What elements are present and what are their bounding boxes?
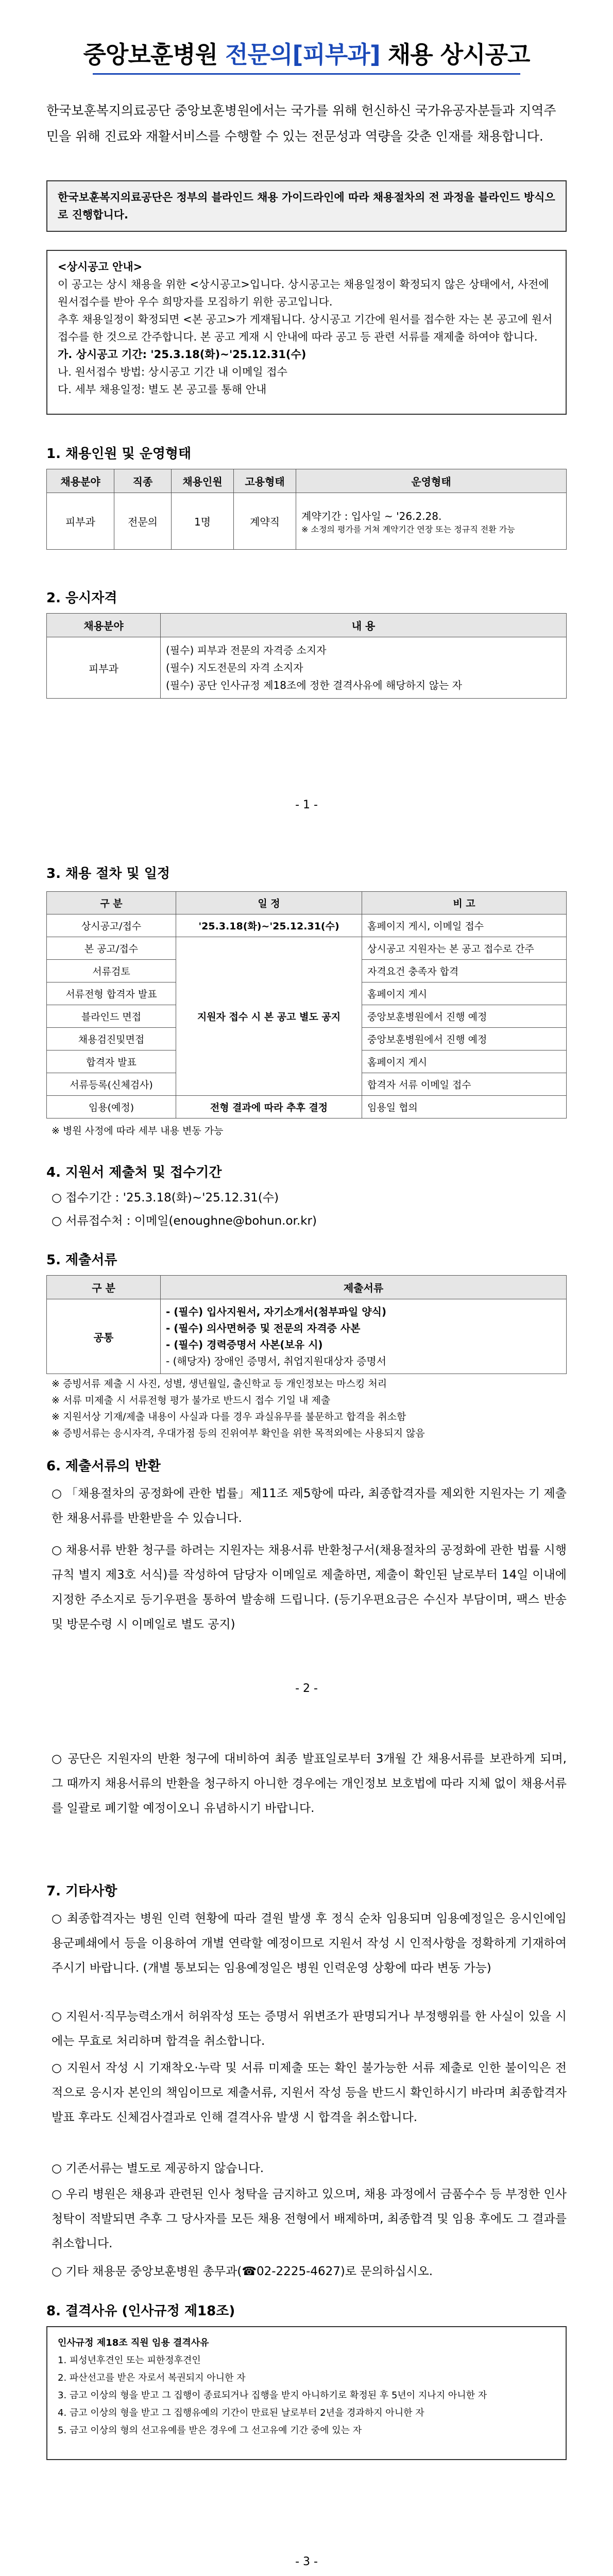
disqualification-box	[46, 2326, 567, 2460]
disqualification-heading: 인사규정 제18조 직원 임용 결격사유	[58, 2337, 209, 2348]
table-cell	[296, 493, 567, 550]
table-header: 운영형태	[296, 469, 567, 493]
table-row	[47, 637, 567, 699]
table-cell: 서류등록(신체검사)	[47, 1073, 176, 1096]
table-cell: 합격자 발표	[47, 1050, 176, 1073]
title-prefix: 중앙보훈병원	[83, 41, 226, 69]
misc-paragraph-2: ○ 지원서·직무능력소개서 허위작성 또는 증명서 위변조가 판명되거나 부정행위를 한 사실이 있을 시에는 무효로 처리하며 합격을 취소합니다.	[52, 2010, 567, 2048]
section-2-title: 2. 응시자격	[46, 590, 117, 606]
disqualification-item: 1. 피성년후견인 또는 피한정후견인	[58, 2355, 201, 2366]
documents-note: ※ 증빙서류는 응시자격, 우대가점 등의 진위여부 확인을 위한 목적외에는 사용되지 않음	[52, 1428, 425, 1439]
application-period: ○ 접수기간 : '25.3.18(화)~'25.12.31(수)	[52, 1191, 279, 1205]
table-cell: 피부과	[47, 493, 114, 550]
notice-heading: <상시공고 안내>	[58, 261, 143, 273]
table-cell: 서류검토	[47, 960, 176, 982]
document-item: - (필수) 의사면허증 및 전문의 자격증 사본	[166, 1322, 361, 1334]
document-item: - (필수) 입사지원서, 자기소개서(첨부파일 양식)	[166, 1306, 387, 1318]
table-header: 채용분야	[47, 614, 161, 637]
table-header: 채용인원	[172, 469, 234, 493]
qualification-item: (필수) 피부과 전문의 자격증 소지자	[166, 644, 327, 656]
table-header: 구 분	[47, 892, 176, 914]
table-cell: 피부과	[47, 637, 161, 699]
return-paragraph-2: ○ 채용서류 반환 청구를 하려는 지원자는 채용서류 반환청구서(채용절차의 공정화에 관한 법률 시행규칙 별지 제3호 서식)를 작성하여 담당자 이메일로 제출하면, 제출이 확인된 날로부터 14일 이내에 지정한 주소지로 등기우편을 통하여 발송해 드립니다. (등기우편요금은 수신자 부담이며, 팩스 반송 및 방문수령 시 이메일로 별도 공지)	[52, 1544, 567, 1631]
table-header: 비 고	[362, 892, 567, 914]
table-cell: 임용(예정)	[47, 1096, 176, 1118]
table-header: 내 용	[161, 614, 567, 637]
misc-paragraph-4: ○ 기존서류는 별도로 제공하지 않습니다.	[52, 2162, 264, 2175]
blind-hiring-box	[46, 180, 567, 232]
notice-line: 나. 원서접수 방법: 상시공고 기간 내 이메일 접수	[58, 366, 287, 378]
disqualification-item: 2. 파산선고를 받은 자로서 복권되지 아니한 자	[58, 2372, 246, 2383]
section-1-title: 1. 채용인원 및 운영형태	[46, 446, 192, 462]
document-item: - (해당자) 장애인 증명서, 취업지원대상자 증명서	[166, 1355, 387, 1367]
misc-paragraph-5: ○ 우리 병원은 채용과 관련된 인사 청탁을 금지하고 있으며, 채용 과정에서 금품수수 등 부정한 인사 청탁이 적발되면 추후 그 당사자를 모든 채용 전형에서 배제하며, 최종합격 및 임용 후에도 그 결과를 취소합니다.	[52, 2188, 567, 2250]
contract-note: ※ 소정의 평가를 거쳐 계약기간 연장 또는 정규직 전환 가능	[301, 524, 515, 534]
table-cell	[161, 1299, 567, 1374]
title-underline	[93, 73, 520, 75]
table-row	[47, 1096, 567, 1118]
table-header-row	[47, 469, 567, 493]
table-cell: 전문의	[114, 493, 172, 550]
schedule-note: ※ 병원 사정에 따라 세부 내용 변동 가능	[52, 1125, 224, 1137]
page-1	[0, 0, 613, 824]
table-header-row	[47, 614, 567, 637]
disqualification-item: 3. 금고 이상의 형을 받고 그 집행이 종료되거나 집행을 받지 아니하기로 확정된 후 5년이 지나지 아니한 자	[58, 2390, 487, 2401]
documents-table	[46, 1275, 567, 1374]
documents-note: ※ 서류 미제출 시 서류전형 평가 불가로 반드시 접수 기일 내 제출	[52, 1395, 331, 1406]
qualification-item: (필수) 공단 인사규정 제18조에 정한 결격사유에 해당하지 않는 자	[166, 679, 462, 691]
documents-note: ※ 증빙서류 제출 시 사진, 성별, 생년월일, 출신학교 등 개인정보는 마스킹 처리	[52, 1378, 387, 1389]
table-row	[47, 914, 567, 937]
notice-line: 이 공고는 상시 채용을 위한 <상시공고>입니다. 상시공고는 채용일정이 확정되지 않은 상태에서, 사전에 원서접수를 받아 우수 희망자를 모집하기 위한 공고입니다.	[58, 278, 549, 308]
title-highlight: 전문의[피부과]	[225, 41, 380, 69]
table-cell: 계약직	[234, 493, 296, 550]
table-cell: 채용검진및면접	[47, 1028, 176, 1050]
table-cell: '25.3.18(화)~'25.12.31(수)	[176, 914, 362, 937]
notice-line: 다. 세부 채용일정: 별도 본 공고를 통해 안내	[58, 383, 267, 396]
table-cell: 상시공고 지원자는 본 공고 접수로 간주	[362, 937, 567, 960]
page-2	[0, 832, 613, 1708]
table-row	[47, 937, 567, 960]
table-cell: 전형 결과에 따라 추후 결정	[176, 1096, 362, 1118]
table-cell: 홈페이지 게시	[362, 982, 567, 1005]
table-header: 일 정	[176, 892, 362, 914]
section-4-title: 4. 지원서 제출처 및 접수기간	[46, 1165, 222, 1180]
table-cell: 본 공고/접수	[47, 937, 176, 960]
staffing-table	[46, 469, 567, 550]
misc-paragraph-1: ○ 최종합격자는 병원 인력 현황에 따라 결원 발생 후 정식 순차 임용되며 임용예정일은 응시인에임용군폐쇄에서 등을 이용하여 개별 연락할 예정이므로 지원서 작성 시 인적사항을 정확하게 기재하여 주시기 바랍니다. (개별 통보되는 임용예정일은 병원 인력운영 상황에 따라 변동 가능)	[52, 1912, 567, 1975]
return-paragraph-1: ○ 「채용절차의 공정화에 관한 법률」제11조 제5항에 따라, 최종합격자를 제외한 지원자는 기 제출한 채용서류를 반환받을 수 있습니다.	[52, 1487, 567, 1525]
return-paragraph-3: ○ 공단은 지원자의 반환 청구에 대비하여 최종 발표일로부터 3개월 간 채용서류를 보관하게 되며, 그 때까지 채용서류의 반환을 청구하지 아니한 경우에는 개인정보 보호법에 따라 지체 없이 채용서류를 일괄로 폐기할 예정이오니 유념하시기 바랍니다.	[52, 1752, 567, 1815]
application-email[interactable]: ○ 서류접수처 : 이메일(enoughne@bohun.or.kr)	[52, 1214, 317, 1228]
page-number: - 1 -	[295, 799, 318, 811]
section-7-title: 7. 기타사항	[46, 1884, 117, 1899]
page-number: - 2 -	[295, 1682, 318, 1695]
table-cell: 서류전형 합격자 발표	[47, 982, 176, 1005]
table-cell: 1명	[172, 493, 234, 550]
table-cell: 공통	[47, 1299, 161, 1374]
notice-line: 가. 상시공고 기간: '25.3.18(화)~'25.12.31(수)	[58, 348, 306, 361]
table-cell: 블라인드 면접	[47, 1005, 176, 1028]
table-cell: 홈페이지 게시	[362, 1050, 567, 1073]
section-3-title: 3. 채용 절차 및 일정	[46, 866, 170, 882]
table-header: 고용형태	[234, 469, 296, 493]
intro-paragraph: 한국보훈복지의료공단 중앙보훈병원에서는 국가를 위해 헌신하신 국가유공자분들과 지역주민을 위해 진료와 재활서비스를 수행할 수 있는 전문성과 역량을 갖춘 인재를 채용합니다.	[46, 103, 556, 144]
documents-note: ※ 지원서상 기재/제출 내용이 사실과 다를 경우 과실유무를 불문하고 합격을 취소함	[52, 1411, 406, 1422]
table-header: 채용분야	[47, 469, 114, 493]
table-cell: 중앙보훈병원에서 진행 예정	[362, 1005, 567, 1028]
blind-hiring-text: 한국보훈복지의료공단은 정부의 블라인드 채용 가이드라인에 따라 채용절차의 전 과정을 블라인드 방식으로 진행합니다.	[58, 191, 555, 221]
schedule-table	[46, 891, 567, 1118]
section-8-title: 8. 결격사유 (인사규정 제18조)	[46, 2303, 235, 2319]
notice-box	[46, 250, 567, 415]
table-cell: 임용일 협의	[362, 1096, 567, 1118]
table-cell: 자격요건 충족자 합격	[362, 960, 567, 982]
misc-paragraph-3: ○ 지원서 작성 시 기재착오·누락 및 서류 미제출 또는 확인 불가능한 서류 제출로 인한 불이익은 전적으로 응시자 본인의 책임이므로 제출서류, 지원서 작성 등을 반드시 확인하시기 바라며 최종합격자 발표 후라도 신체검사결과로 인해 결격사유 발생 시 합격을 취소합니다.	[52, 2061, 567, 2124]
notice-line: 추후 채용일정이 확정되면 <본 공고>가 게재됩니다. 상시공고 기간에 원서를 접수한 자는 본 공고에 원서접수를 한 것으로 간주합니다. 본 공고 게재 시 안내에 따라 공고 등 관련 서류를 재제출 하여야 합니다.	[58, 313, 553, 343]
document-item: - (필수) 경력증명서 사본(보유 시)	[166, 1338, 323, 1351]
table-cell	[161, 637, 567, 699]
section-5-title: 5. 제출서류	[46, 1252, 117, 1268]
table-header-row	[47, 892, 567, 914]
table-header-row	[47, 1276, 567, 1299]
page-3	[0, 1716, 613, 2576]
table-cell: 지원자 접수 시 본 공고 별도 공지	[176, 937, 362, 1096]
table-row	[47, 1299, 567, 1374]
qualification-table	[46, 613, 567, 699]
page-number: - 3 -	[295, 2555, 318, 2568]
table-cell: 합격자 서류 이메일 접수	[362, 1073, 567, 1096]
misc-paragraph-6: ○ 기타 채용문 중앙보훈병원 총무과(☎02-2225-4627)로 문의하십시오.	[52, 2265, 433, 2278]
table-cell: 홈페이지 게시, 이메일 접수	[362, 914, 567, 937]
qualification-item: (필수) 지도전문의 자격 소지자	[166, 662, 303, 674]
disqualification-item: 4. 금고 이상의 형을 받고 그 집행유예의 기간이 만료된 날로부터 2년을 경과하지 아니한 자	[58, 2408, 424, 2418]
disqualification-item: 5. 금고 이상의 형의 선고유예를 받은 경우에 그 선고유예 기간 중에 있는 자	[58, 2425, 362, 2436]
table-cell: 중앙보훈병원에서 진행 예정	[362, 1028, 567, 1050]
contract-period: 계약기간 : 입사일 ~ '26.2.28.	[301, 510, 442, 522]
table-cell: 상시공고/접수	[47, 914, 176, 937]
title-suffix: 채용 상시공고	[380, 41, 530, 69]
documents-notes	[52, 1376, 425, 1442]
section-6-title: 6. 제출서류의 반환	[46, 1459, 161, 1474]
table-header: 직종	[114, 469, 172, 493]
table-header: 제출서류	[161, 1276, 567, 1299]
table-header: 구 분	[47, 1276, 161, 1299]
page-title	[0, 36, 613, 70]
table-row	[47, 493, 567, 550]
